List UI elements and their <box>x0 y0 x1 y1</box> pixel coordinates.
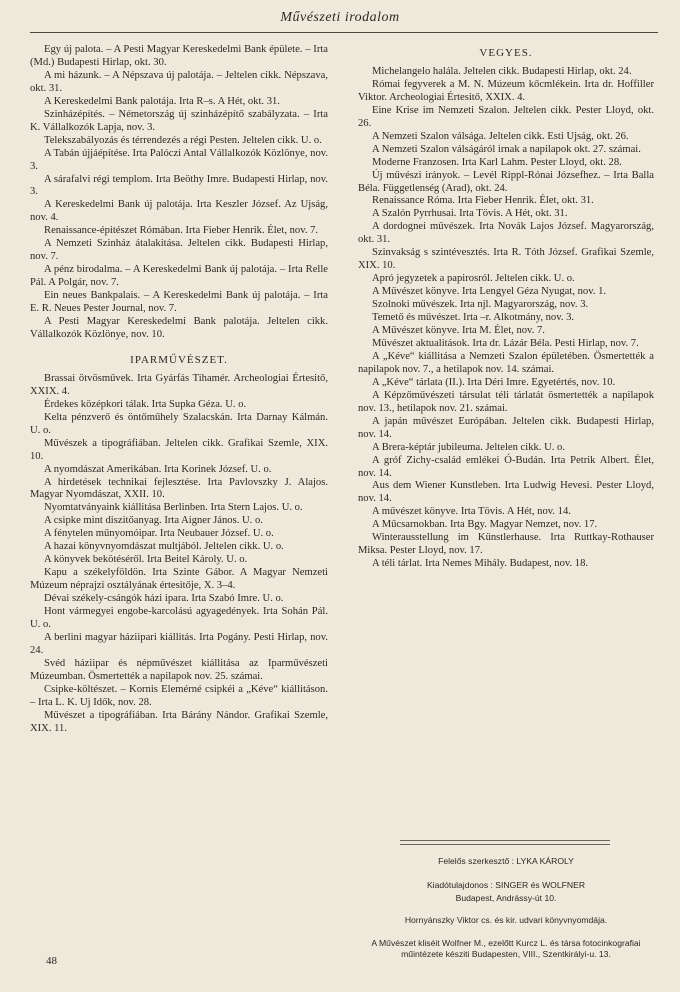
bibliography-entry: Renaissance Róma. Irta Fieber Henrik. Élet, okt. 31. <box>372 195 594 207</box>
imprint-publishers: Kiadótulajdonos : SINGER és WOLFNER <box>426 880 586 890</box>
imprint-rule <box>400 844 610 845</box>
section-heading-vegyes: VEGYES. <box>479 47 533 59</box>
miscellaneous-entries <box>358 66 654 571</box>
bibliography-entry: A mi házunk. – A Népszava új palotája. – Jeltelen cikk. Népszava, okt. 31. <box>30 69 328 94</box>
bibliography-entry: A japán művészet Európában. Jeltelen cikk. Budapesti Hirlap, nov. 14. <box>358 415 654 440</box>
bibliography-entry: A Pesti Magyar Kereskedelmi Bank palotája. Jeltelen cikk. Vállalkozók Közlönye, nov. 10. <box>30 316 328 340</box>
bibliography-entry: Moderne Franzosen. Irta Karl Lahm. Pester Lloyd, okt. 28. <box>372 156 622 168</box>
bibliography-entry: Szinvakság s szintévesztés. Irta R. Tóth József. Grafikai Szemle, XIX. 10. <box>358 247 654 272</box>
bibliography-entry: A Képzőművészeti társulat téli tárlatát ösmertették a napilapok nov. 13., hetilapok nov. 21. számai. <box>358 389 654 414</box>
imprint-printer: Hornyánszky Viktor cs. és kir. udvari könyvnyomdája. <box>404 915 608 925</box>
bibliography-entry: Művészet a tipográfiában. Irta Bárány Nándor. Grafikai Szemle, XIX. 11. <box>30 709 328 734</box>
bibliography-entry: Csipke-költészet. – Kornis Elemérné csipkéi a „Kéve“ kiállitáson. – Irta L. K. Uj Idők, nov. 28. <box>30 683 328 708</box>
bibliography-entry: A nyomdászat Amerikában. Irta Korinek József. U. o. <box>44 463 272 475</box>
running-head: Művészeti irodalom <box>280 10 400 25</box>
bibliography-entry: A Kereskedelmi Bank új palotája. Irta Keszler József. Az Ujság, nov. 4. <box>30 199 328 224</box>
bibliography-entry: Hont vármegyei engobe-karcolású agyagedények. Irta Sohán Pál. U. o. <box>30 606 328 630</box>
bibliography-entry: A Tabán újjáépítése. Irta Palóczi Antal Vállalkozók Közlönye, nov. 3. <box>30 147 328 172</box>
bibliography-entry: Ein neues Bankpalais. – A Kereskedelmi Bank új palotája. – Irta E. R. Neues Pester Journal, nov. 7. <box>30 290 328 315</box>
bibliography-entry: Winterausstellung im Künstlerhause. Irta Ruttkay-Rothauser Miksa. Pester Lloyd, nov. 17. <box>358 532 654 557</box>
bibliography-entry: A könyvek bekötéséről. Irta Beitel Károly. U. o. <box>44 554 248 566</box>
bibliography-entry: A Nemzeti Szinház átalakitása. Jeltelen cikk. Budapesti Hirlap, nov. 7. <box>30 238 328 263</box>
bibliography-entry: Dévai székely-csángók házi ipara. Irta Szabó Imre. U. o. <box>44 593 284 605</box>
bibliography-entry: Egy új palota. – A Pesti Magyar Kereskedelmi Bank épülete. – Irta (Md.) Budapesti Hirlap, okt. 30. <box>30 44 328 68</box>
bibliography-entry: Érdekes középkori tálak. Irta Supka Géza. U. o. <box>44 398 247 410</box>
imprint-cliches: A Művészet kliséit Wolfner M., ezelőtt Kurcz L. és társa fotocinkografiai műintézete késziti Budapesten, VIII., Szentkirályi-u. 13. <box>371 938 641 959</box>
bibliography-entry: A fénytelen műnyomóipar. Irta Neubauer József. U. o. <box>44 528 274 540</box>
bibliography-entry: Művészek a tipográfiában. Jeltelen cikk. Grafikai Szemle, XIX. 10. <box>30 437 328 462</box>
bibliography-entry: Nyomtatványaink kiállitása Berlinben. Irta Stern Lajos. U. o. <box>44 502 303 514</box>
imprint-editor: Felelős szerkesztő : LYKA KÁROLY <box>438 856 574 866</box>
bibliography-entry: A gróf Zichy-család emlékei Ó-Budán. Irta Petrik Albert. Élet, nov. 14. <box>358 454 654 479</box>
header-rule <box>30 32 658 33</box>
imprint-rule <box>400 840 610 841</box>
bibliography-entry: A csipke mint diszitőanyag. Irta Aigner János. U. o. <box>44 515 263 527</box>
bibliography-entry: A berlini magyar háziipari kiállitás. Irta Pogány. Pesti Hirlap, nov. 24. <box>30 631 328 656</box>
bibliography-entry: A Szalón Pyrrhusai. Irta Tövis. A Hét, okt. 31. <box>372 208 568 220</box>
left-column <box>30 44 328 736</box>
bibliography-entry: A Nemzeti Szalon válságáról irnak a napilapok okt. 27. számai. <box>372 143 641 155</box>
bibliography-entry: Brassai ötvösművek. Irta Gyárfás Tihamér. Archeologiai Értesitő, XXIX. 4. <box>30 372 328 397</box>
bibliography-entry: A Brera-képtár jubileuma. Jeltelen cikk. U. o. <box>372 441 565 453</box>
bibliography-entry: A „Kéve“ tárlata (II.). Irta Déri Imre. Egyetértés, nov. 10. <box>372 376 616 388</box>
bibliography-entry: Temető és művészet. Irta –r. Alkotmány, nov. 3. <box>372 312 575 324</box>
bibliography-entry: A Művészet könyve. Irta M. Élet, nov. 7. <box>372 325 545 337</box>
bibliography-entry: Eine Krise im Nemzeti Szalon. Jeltelen cikk. Pester Lloyd, okt. 26. <box>358 104 654 129</box>
right-column <box>358 44 654 571</box>
bibliography-entry: Michelangelo halála. Jeltelen cikk. Budapesti Hirlap, okt. 24. <box>372 65 632 77</box>
bibliography-entry: A Művészet könyve. Irta Lengyel Géza Nyugat, nov. 1. <box>372 286 607 298</box>
applied-arts-entries <box>30 373 328 736</box>
bibliography-entry: A „Kéve“ kiállitása a Nemzeti Szalon épületében. Ösmertették a napilapok nov. 7., a hetilapok nov. 14. számai. <box>358 350 654 375</box>
bibliography-entry: A hazai könyvnyomdászat multjából. Jeltelen cikk. U. o. <box>44 541 284 553</box>
bibliography-entry: Apró jegyzetek a papirosról. Jeltelen cikk. U. o. <box>372 273 575 285</box>
bibliography-entry: A Műcsarnokban. Irta Bgy. Magyar Nemzet, nov. 17. <box>372 519 598 531</box>
bibliography-entry: Művészet aktualitások. Irta dr. Lázár Béla. Pesti Hirlap, nov. 7. <box>372 337 639 349</box>
bibliography-entry: Római fegyverek a M. N. Múzeum kőcmlékein. Irta dr. Hoffiller Viktor. Archeologiai Értesitő, XXIX. 4. <box>358 78 654 103</box>
bibliography-entry: Új művészi irányok. – Levél Rippl-Rónai Józsefhez. – Irta Balla Béla. Függetlenség (Arad), okt. 24. <box>358 169 654 194</box>
imprint-address: Budapest, Andrássy-út 10. <box>455 893 557 903</box>
bibliography-entry: A Nemzeti Szalon válsága. Jeltelen cikk. Esti Ujság, okt. 26. <box>372 130 629 142</box>
bibliography-entry: A téli tárlat. Irta Nemes Mihály. Budapest, nov. 18. <box>372 558 589 570</box>
bibliography-entry: Renaissance-épitészet Rómában. Irta Fieber Henrik. Élet, nov. 7. <box>44 225 319 237</box>
bibliography-entry: A művészet könyve. Irta Tövis. A Hét, nov. 14. <box>372 506 571 518</box>
bibliography-entry: Aus dem Wiener Kunstleben. Irta Ludwig Hevesi. Pester Lloyd, nov. 14. <box>358 480 654 505</box>
section-heading-iparmuveszet: IPARMŰVÉSZET. <box>130 353 228 366</box>
bibliography-entry: Svéd háziipar és népművészet kiállitása az Iparművészeti Múzeumban. Ösmertették a napilapok nov. 25. számai. <box>30 657 328 682</box>
bibliography-entry: A dordognei művészek. Irta Novák Lajos József. Magyarország, okt. 31. <box>358 221 654 246</box>
bibliography-entry: Telekszabályozás és térrendezés a régi Pesten. Jeltelen cikk. U. o. <box>44 134 322 146</box>
bibliography-entry: Szolnoki művészek. Irta njl. Magyarország, nov. 3. <box>372 299 589 311</box>
bibliography-entry: Kapu a székelyföldön. Irta Szinte Gábor. A Magyar Nemzeti Múzeum néprajzi osztályának értesitője, X. 3–4. <box>30 567 328 592</box>
bibliography-entry: A pénz birodalma. – A Kereskedelmi Bank új palotája. – Irta Relle Pál. A Polgár, nov. 7. <box>30 264 328 289</box>
bibliography-entry: Szinházépítés. – Németország új szinházépítő szabályzata. – Irta K. Vállalkozók Lapja, nov. 3. <box>30 108 328 133</box>
page-number: 48 <box>46 955 57 967</box>
bibliography-entry: A Kereskedelmi Bank palotája. Irta R–s. A Hét, okt. 31. <box>44 95 280 107</box>
bibliography-entry: Kelta pénzverő és öntőműhely Szalacskán. Irta Darnay Kálmán. U. o. <box>30 411 328 436</box>
architecture-entries <box>30 44 328 342</box>
bibliography-entry: A sárafalvi régi templom. Irta Beöthy Imre. Budapesti Hirlap, nov. 3. <box>30 173 328 198</box>
bibliography-entry: A hirdetések technikai fejlesztése. Irta Pavlovszky J. Alajos. Magyar Nyomdászat, XXII. 10. <box>30 476 328 501</box>
